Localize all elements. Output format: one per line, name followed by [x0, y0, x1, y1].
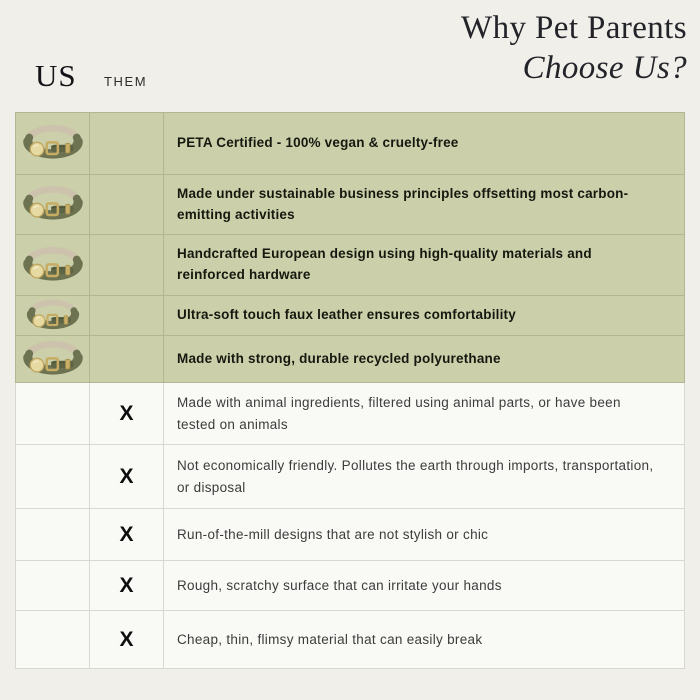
- column-header-us: US: [35, 58, 77, 93]
- row-text: Made with strong, durable recycled polyurethane: [177, 350, 501, 366]
- us-cell: [16, 296, 90, 335]
- column-header-them: THEM: [104, 74, 148, 89]
- x-mark-icon: X: [119, 573, 134, 597]
- row-text: Cheap, thin, flimsy material that can easily break: [177, 631, 483, 647]
- table-row: [15, 296, 685, 336]
- table-row: [15, 445, 685, 509]
- them-cell: [90, 336, 164, 382]
- them-cell: [90, 509, 164, 560]
- table-row: [15, 235, 685, 296]
- row-text-cell: [164, 296, 684, 335]
- us-cell: [16, 561, 90, 610]
- pet-collar-icon: [22, 244, 84, 287]
- comparison-table: [15, 112, 685, 669]
- us-cell: [16, 336, 90, 382]
- us-cell: [16, 383, 90, 444]
- row-text-cell: [164, 336, 684, 382]
- row-text-cell: [164, 175, 684, 234]
- row-text: PETA Certified - 100% vegan & cruelty-free: [177, 135, 459, 151]
- x-mark-icon: X: [119, 401, 134, 425]
- us-cell: [16, 445, 90, 508]
- page-title-line1: Why Pet Parents: [461, 10, 687, 46]
- them-cell: [90, 611, 164, 668]
- them-cell: [90, 445, 164, 508]
- us-cell: [16, 113, 90, 174]
- table-row: [15, 509, 685, 561]
- pet-collar-icon: [22, 122, 84, 165]
- page-title: [461, 8, 687, 89]
- table-row: [15, 383, 685, 445]
- table-row: [15, 112, 685, 175]
- them-cell: [90, 296, 164, 335]
- them-cell: [90, 113, 164, 174]
- row-text: Not economically friendly. Pollutes the earth through imports, transportation, or disposal: [177, 457, 654, 495]
- table-row: [15, 336, 685, 383]
- row-text-cell: [164, 509, 684, 560]
- us-cell: [16, 509, 90, 560]
- table-row: [15, 611, 685, 669]
- us-cell: [16, 175, 90, 234]
- row-text-cell: [164, 561, 684, 610]
- pet-collar-icon: [22, 183, 84, 226]
- us-cell: [16, 235, 90, 295]
- them-cell: [90, 175, 164, 234]
- row-text: Rough, scratchy surface that can irritate your hands: [177, 577, 502, 593]
- row-text-cell: [164, 611, 684, 668]
- row-text: Run-of-the-mill designs that are not stylish or chic: [177, 526, 489, 542]
- us-cell: [16, 611, 90, 668]
- row-text-cell: [164, 445, 684, 508]
- table-row: [15, 561, 685, 611]
- row-text: Ultra-soft touch faux leather ensures comfortability: [177, 307, 516, 323]
- pet-collar-icon: [22, 297, 84, 334]
- table-row: [15, 175, 685, 235]
- page-title-line2: Choose Us?: [522, 50, 687, 87]
- row-text: Handcrafted European design using high-quality materials and reinforced hardware: [177, 246, 592, 282]
- x-mark-icon: X: [119, 627, 134, 651]
- row-text-cell: [164, 113, 684, 174]
- row-text: Made under sustainable business principles offsetting most carbon-emitting activities: [177, 185, 629, 222]
- x-mark-icon: X: [119, 464, 134, 488]
- them-cell: [90, 383, 164, 444]
- row-text-cell: [164, 235, 684, 295]
- pet-collar-icon: [22, 338, 84, 381]
- row-text-cell: [164, 383, 684, 444]
- them-cell: [90, 235, 164, 295]
- x-mark-icon: X: [119, 522, 134, 546]
- them-cell: [90, 561, 164, 610]
- row-text: Made with animal ingredients, filtered using animal parts, or have been tested on animals: [177, 394, 621, 432]
